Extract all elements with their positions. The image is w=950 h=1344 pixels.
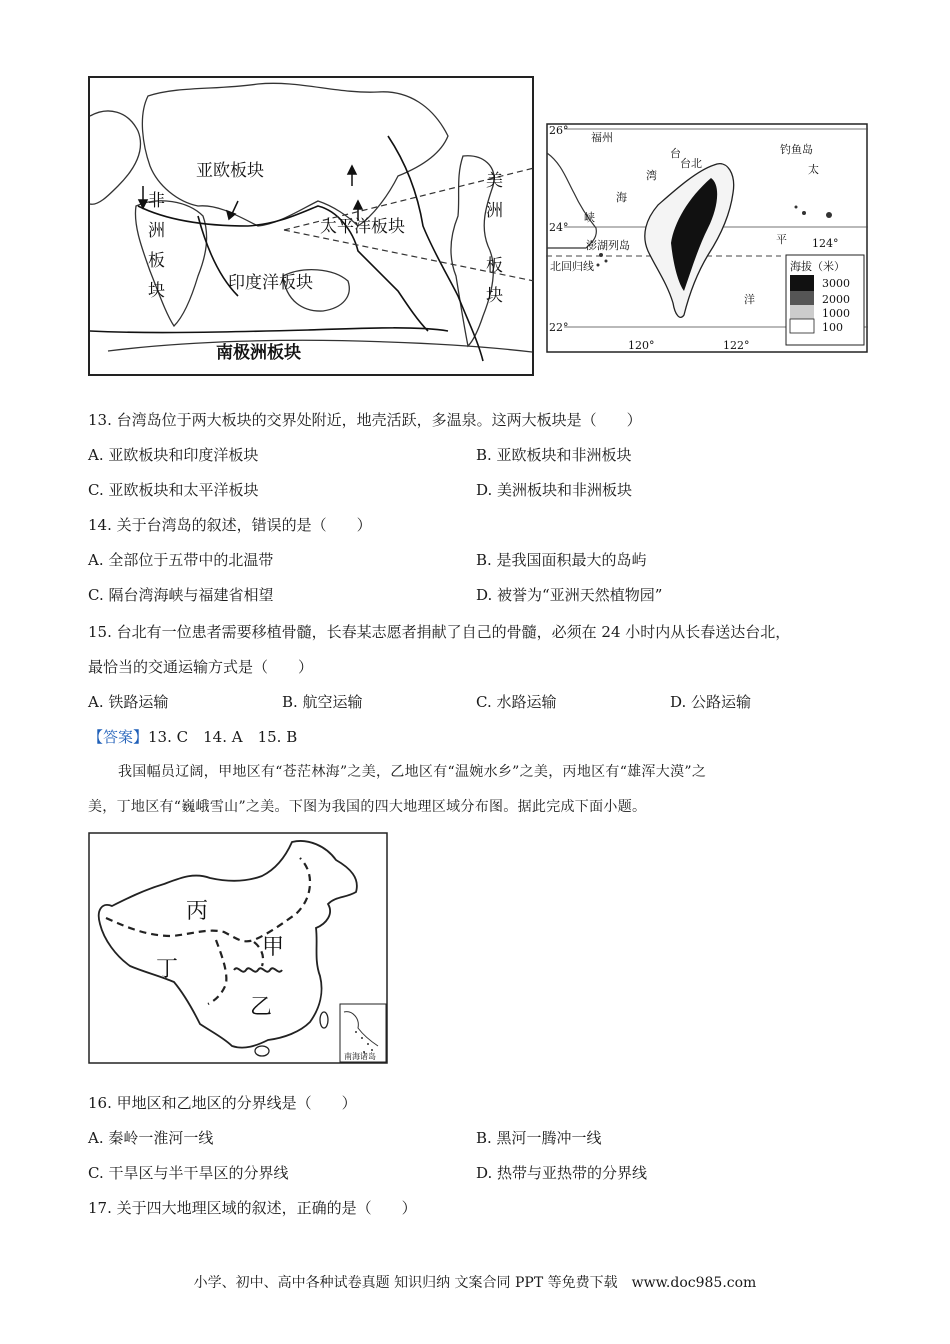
legend-title: 海拔（米）	[790, 260, 845, 273]
passage-line1: 我国幅员辽阔，甲地区有“苍茫林海”之美，乙地区有“温婉水乡”之美，丙地区有“雄浑大漠”之	[118, 764, 707, 780]
plate-label-america-1: 美	[486, 171, 503, 191]
lon-label-124: 124°	[812, 237, 839, 250]
strait-char-1: 台	[670, 147, 681, 160]
legend-level-1000: 1000	[822, 307, 850, 320]
plate-label-eurasia: 亚欧板块	[196, 161, 264, 181]
plate-label-america-2: 洲	[486, 201, 503, 221]
plate-label-america-3: 板	[486, 256, 503, 276]
q15-option-a[interactable]: A. 铁路运输	[88, 693, 169, 711]
lat-label-26: 26°	[549, 124, 569, 137]
plate-label-antarctic: 南极洲板块	[216, 343, 301, 363]
q16-option-d[interactable]: D. 热带与亚热带的分界线	[476, 1164, 648, 1182]
ocean-char-3: 洋	[744, 293, 755, 306]
lon-label-120: 120°	[628, 339, 655, 352]
q13-option-b[interactable]: B. 亚欧板块和非洲板块	[476, 446, 632, 464]
q15-stem-line2: 最恰当的交通运输方式是（ ）	[88, 658, 314, 676]
place-taibei: 台北	[680, 157, 702, 170]
q15-stem-line1: 15. 台北有一位患者需要移植骨髓，长春某志愿者捐献了自己的骨髓，必须在 24 小时内从长春送达台北，	[88, 623, 791, 641]
plate-world-map	[88, 76, 534, 376]
strait-char-3: 海	[616, 191, 627, 204]
answer-tag: 【答案】	[88, 728, 149, 746]
plate-label-africa-4: 块	[148, 281, 165, 301]
q14-option-c[interactable]: C. 隔台湾海峡与福建省相望	[88, 586, 274, 604]
region-label-jia: 甲	[262, 935, 285, 960]
legend-level-100: 100	[822, 321, 843, 334]
q13-option-d[interactable]: D. 美洲板块和非洲板块	[476, 481, 633, 499]
place-penghu: 澎湖列岛	[586, 239, 630, 252]
plate-label-america-4: 块	[486, 286, 503, 306]
lat-label-22: 22°	[549, 321, 569, 334]
q15-option-d[interactable]: D. 公路运输	[670, 693, 752, 711]
q13-option-a[interactable]: A. 亚欧板块和印度洋板块	[88, 446, 259, 464]
strait-char-4: 峡	[584, 211, 595, 224]
lon-label-122: 122°	[723, 339, 750, 352]
region-label-ding: 丁	[156, 957, 179, 982]
q13-option-c[interactable]: C. 亚欧板块和太平洋板块	[88, 481, 259, 499]
strait-char-2: 湾	[646, 169, 657, 182]
south-china-sea-inset	[340, 1004, 386, 1062]
plate-label-africa-1: 非	[148, 191, 165, 211]
place-fuzhou: 福州	[591, 131, 613, 144]
taiwan-inset-map	[546, 123, 868, 353]
q14-option-b[interactable]: B. 是我国面积最大的岛屿	[476, 551, 647, 569]
plate-label-indian: 印度洋板块	[228, 273, 313, 293]
answer-line	[88, 727, 297, 747]
plate-label-africa-3: 板	[148, 251, 165, 271]
page-footer[interactable]: 小学、初中、高中各种试卷真题 知识归纳 文案合同 PPT 等免费下载 www.doc985.com	[193, 1275, 757, 1291]
q17-stem: 17. 关于四大地理区域的叙述，正确的是（ ）	[88, 1199, 417, 1217]
passage-line2: 美，丁地区有“巍峨雪山”之美。下图为我国的四大地理区域分布图。据此完成下面小题。	[88, 799, 647, 815]
q16-option-b[interactable]: B. 黑河一腾冲一线	[476, 1129, 602, 1147]
plate-label-africa-2: 洲	[148, 221, 165, 241]
inset-caption: 南海诸岛	[344, 1052, 376, 1061]
answer-text: 13. C 14. A 15. B	[148, 728, 298, 746]
elevation-legend	[786, 255, 864, 345]
legend-level-3000: 3000	[822, 277, 850, 290]
q16-option-c[interactable]: C. 干旱区与半干旱区的分界线	[88, 1164, 289, 1182]
q13-stem: 13. 台湾岛位于两大板块的交界处附近，地壳活跃，多温泉。这两大板块是（ ）	[88, 411, 642, 429]
plate-label-pacific: 太平洋板块	[320, 217, 405, 237]
q14-option-a[interactable]: A. 全部位于五带中的北温带	[88, 551, 274, 569]
q15-option-c[interactable]: C. 水路运输	[476, 693, 557, 711]
place-diaoyu: 钓鱼岛	[780, 143, 813, 156]
q14-stem: 14. 关于台湾岛的叙述，错误的是（ ）	[88, 516, 372, 534]
region-label-bing: 丙	[186, 899, 209, 924]
lat-label-24: 24°	[549, 221, 569, 234]
q14-option-d[interactable]: D. 被誉为“亚洲天然植物园”	[476, 586, 663, 604]
place-tropic: 北回归线	[550, 260, 594, 273]
legend-level-2000: 2000	[822, 293, 850, 306]
q16-stem: 16. 甲地区和乙地区的分界线是（ ）	[88, 1094, 357, 1112]
ocean-char-1: 太	[808, 163, 819, 176]
ocean-char-2: 平	[776, 233, 787, 246]
china-regions-map	[88, 832, 388, 1064]
region-label-yi: 乙	[250, 995, 273, 1020]
q15-option-b[interactable]: B. 航空运输	[282, 693, 363, 711]
q16-option-a[interactable]: A. 秦岭一淮河一线	[88, 1129, 214, 1147]
